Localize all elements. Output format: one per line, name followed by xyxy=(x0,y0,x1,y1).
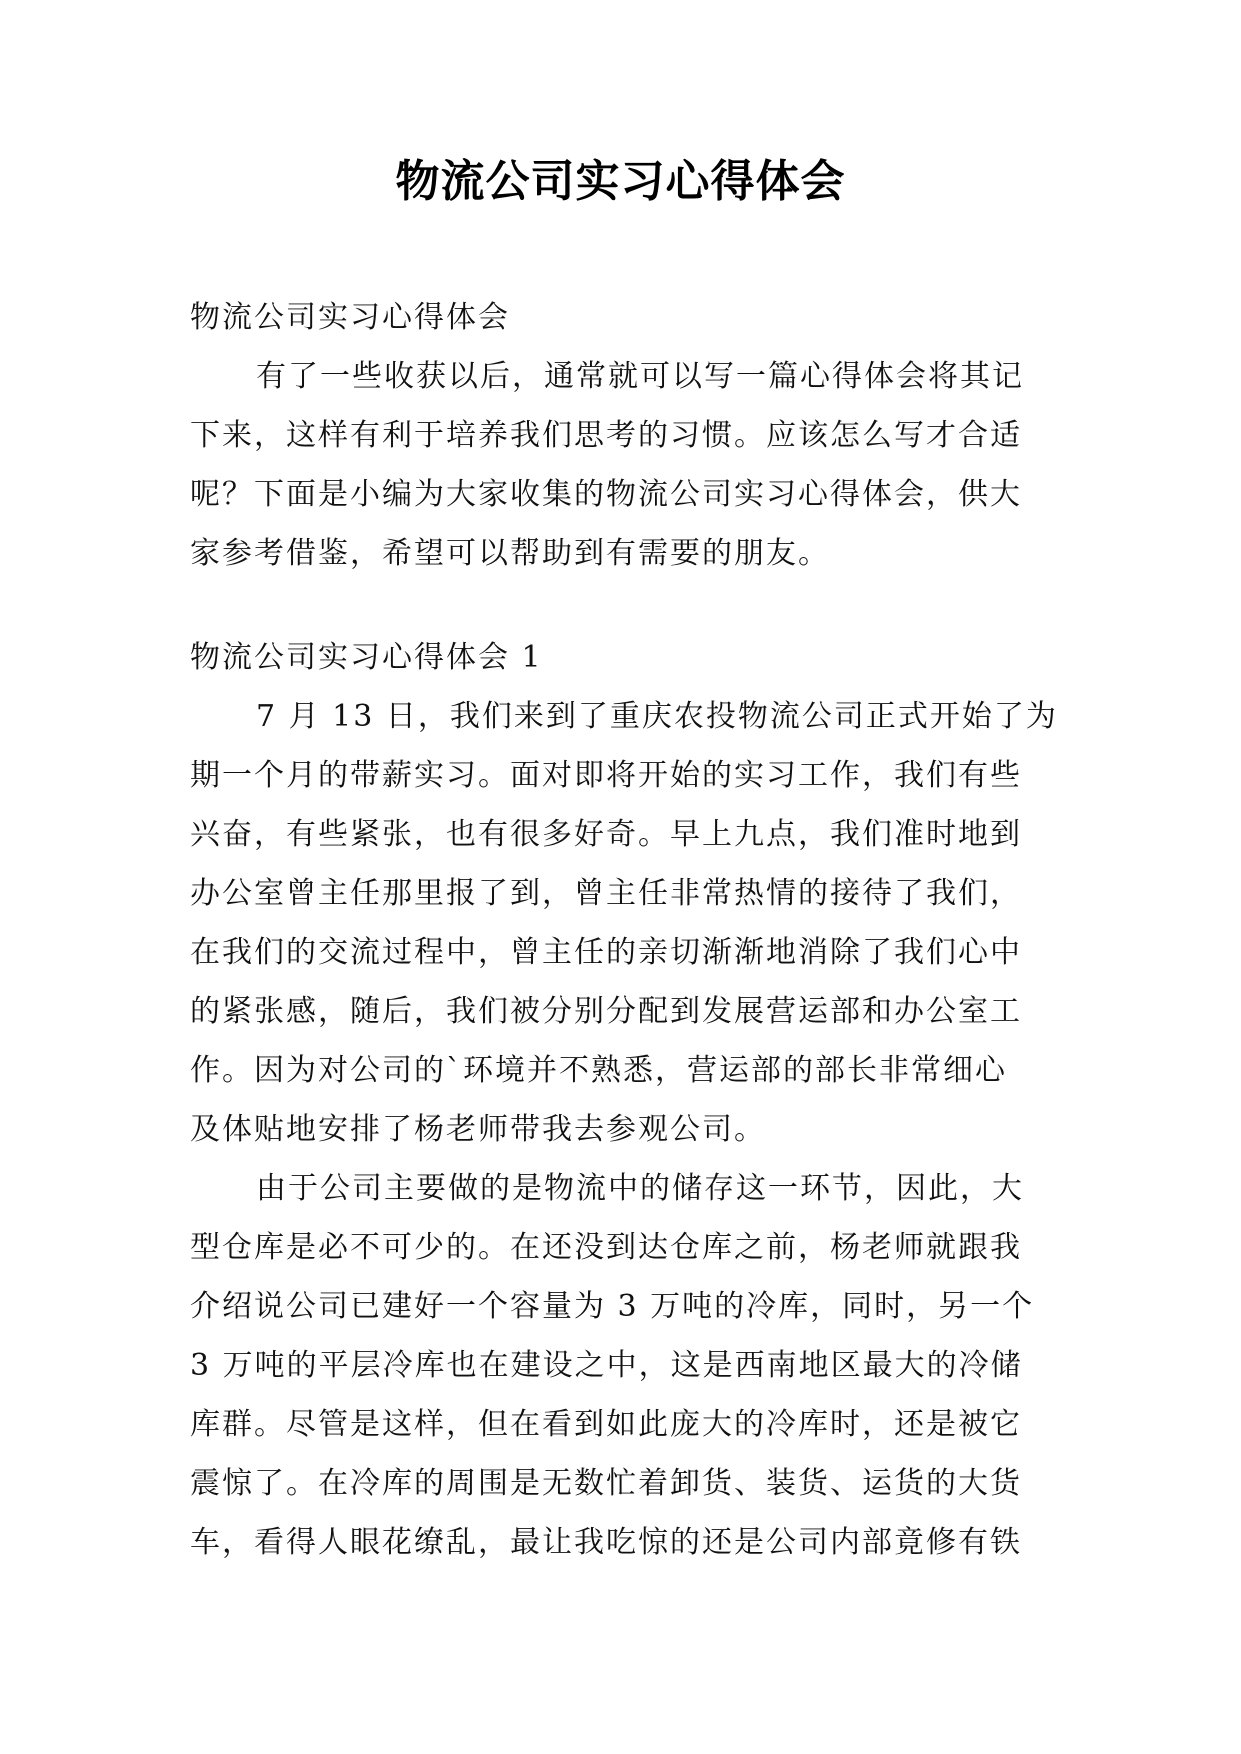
paragraph-line: 7 月 13 日，我们来到了重庆农投物流公司正式开始了为 xyxy=(256,699,1058,734)
intro-heading: 物流公司实习心得体会 xyxy=(190,300,510,335)
section1-paragraph-2 xyxy=(190,1159,1050,1572)
intro-line: 呢？下面是小编为大家收集的物流公司实习心得体会，供大 xyxy=(190,477,1022,512)
paragraph-line: 库群。尽管是这样，但在看到如此庞大的冷库时，还是被它 xyxy=(190,1407,1022,1442)
intro-line: 有了一些收获以后，通常就可以写一篇心得体会将其记 xyxy=(256,359,1024,394)
intro-paragraph xyxy=(190,347,1050,583)
paragraph-line: 及体贴地安排了杨老师带我去参观公司。 xyxy=(190,1112,766,1147)
paragraph-line: 的紧张感，随后，我们被分别分配到发展营运部和办公室工 xyxy=(190,994,1022,1029)
paragraph-line: 型仓库是必不可少的。在还没到达仓库之前，杨老师就跟我 xyxy=(190,1230,1022,1265)
paragraph-line: 兴奋，有些紧张，也有很多好奇。早上九点，我们准时地到 xyxy=(190,817,1022,852)
paragraph-line: 车，看得人眼花缭乱，最让我吃惊的还是公司内部竟修有铁 xyxy=(190,1525,1022,1560)
section1-paragraph-1 xyxy=(190,687,1058,1159)
paragraph-line: 3 万吨的平层冷库也在建设之中，这是西南地区最大的冷储 xyxy=(190,1348,1023,1383)
paragraph-line: 办公室曾主任那里报了到，曾主任非常热情的接待了我们， xyxy=(190,876,1022,911)
paragraph-line: 由于公司主要做的是物流中的储存这一环节，因此，大 xyxy=(256,1171,1024,1206)
paragraph-line: 期一个月的带薪实习。面对即将开始的实习工作，我们有些 xyxy=(190,758,1022,793)
paragraph-line: 介绍说公司已建好一个容量为 3 万吨的冷库，同时，另一个 xyxy=(190,1289,1035,1324)
paragraph-gap xyxy=(190,583,1050,628)
paragraph-line: 作。因为对公司的`环境并不熟悉，营运部的部长非常细心 xyxy=(190,1053,1007,1088)
paragraph-line: 在我们的交流过程中，曾主任的亲切渐渐地消除了我们心中 xyxy=(190,935,1022,970)
intro-line: 下来，这样有利于培养我们思考的习惯。应该怎么写才合适 xyxy=(190,418,1022,453)
paragraph-line: 震惊了。在冷库的周围是无数忙着卸货、装货、运货的大货 xyxy=(190,1466,1022,1501)
section-heading: 物流公司实习心得体会 1 xyxy=(190,640,543,675)
intro-line: 家参考借鉴，希望可以帮助到有需要的朋友。 xyxy=(190,536,830,571)
document-body xyxy=(190,288,1058,1572)
document-title: 物流公司实习心得体会 xyxy=(395,156,846,207)
